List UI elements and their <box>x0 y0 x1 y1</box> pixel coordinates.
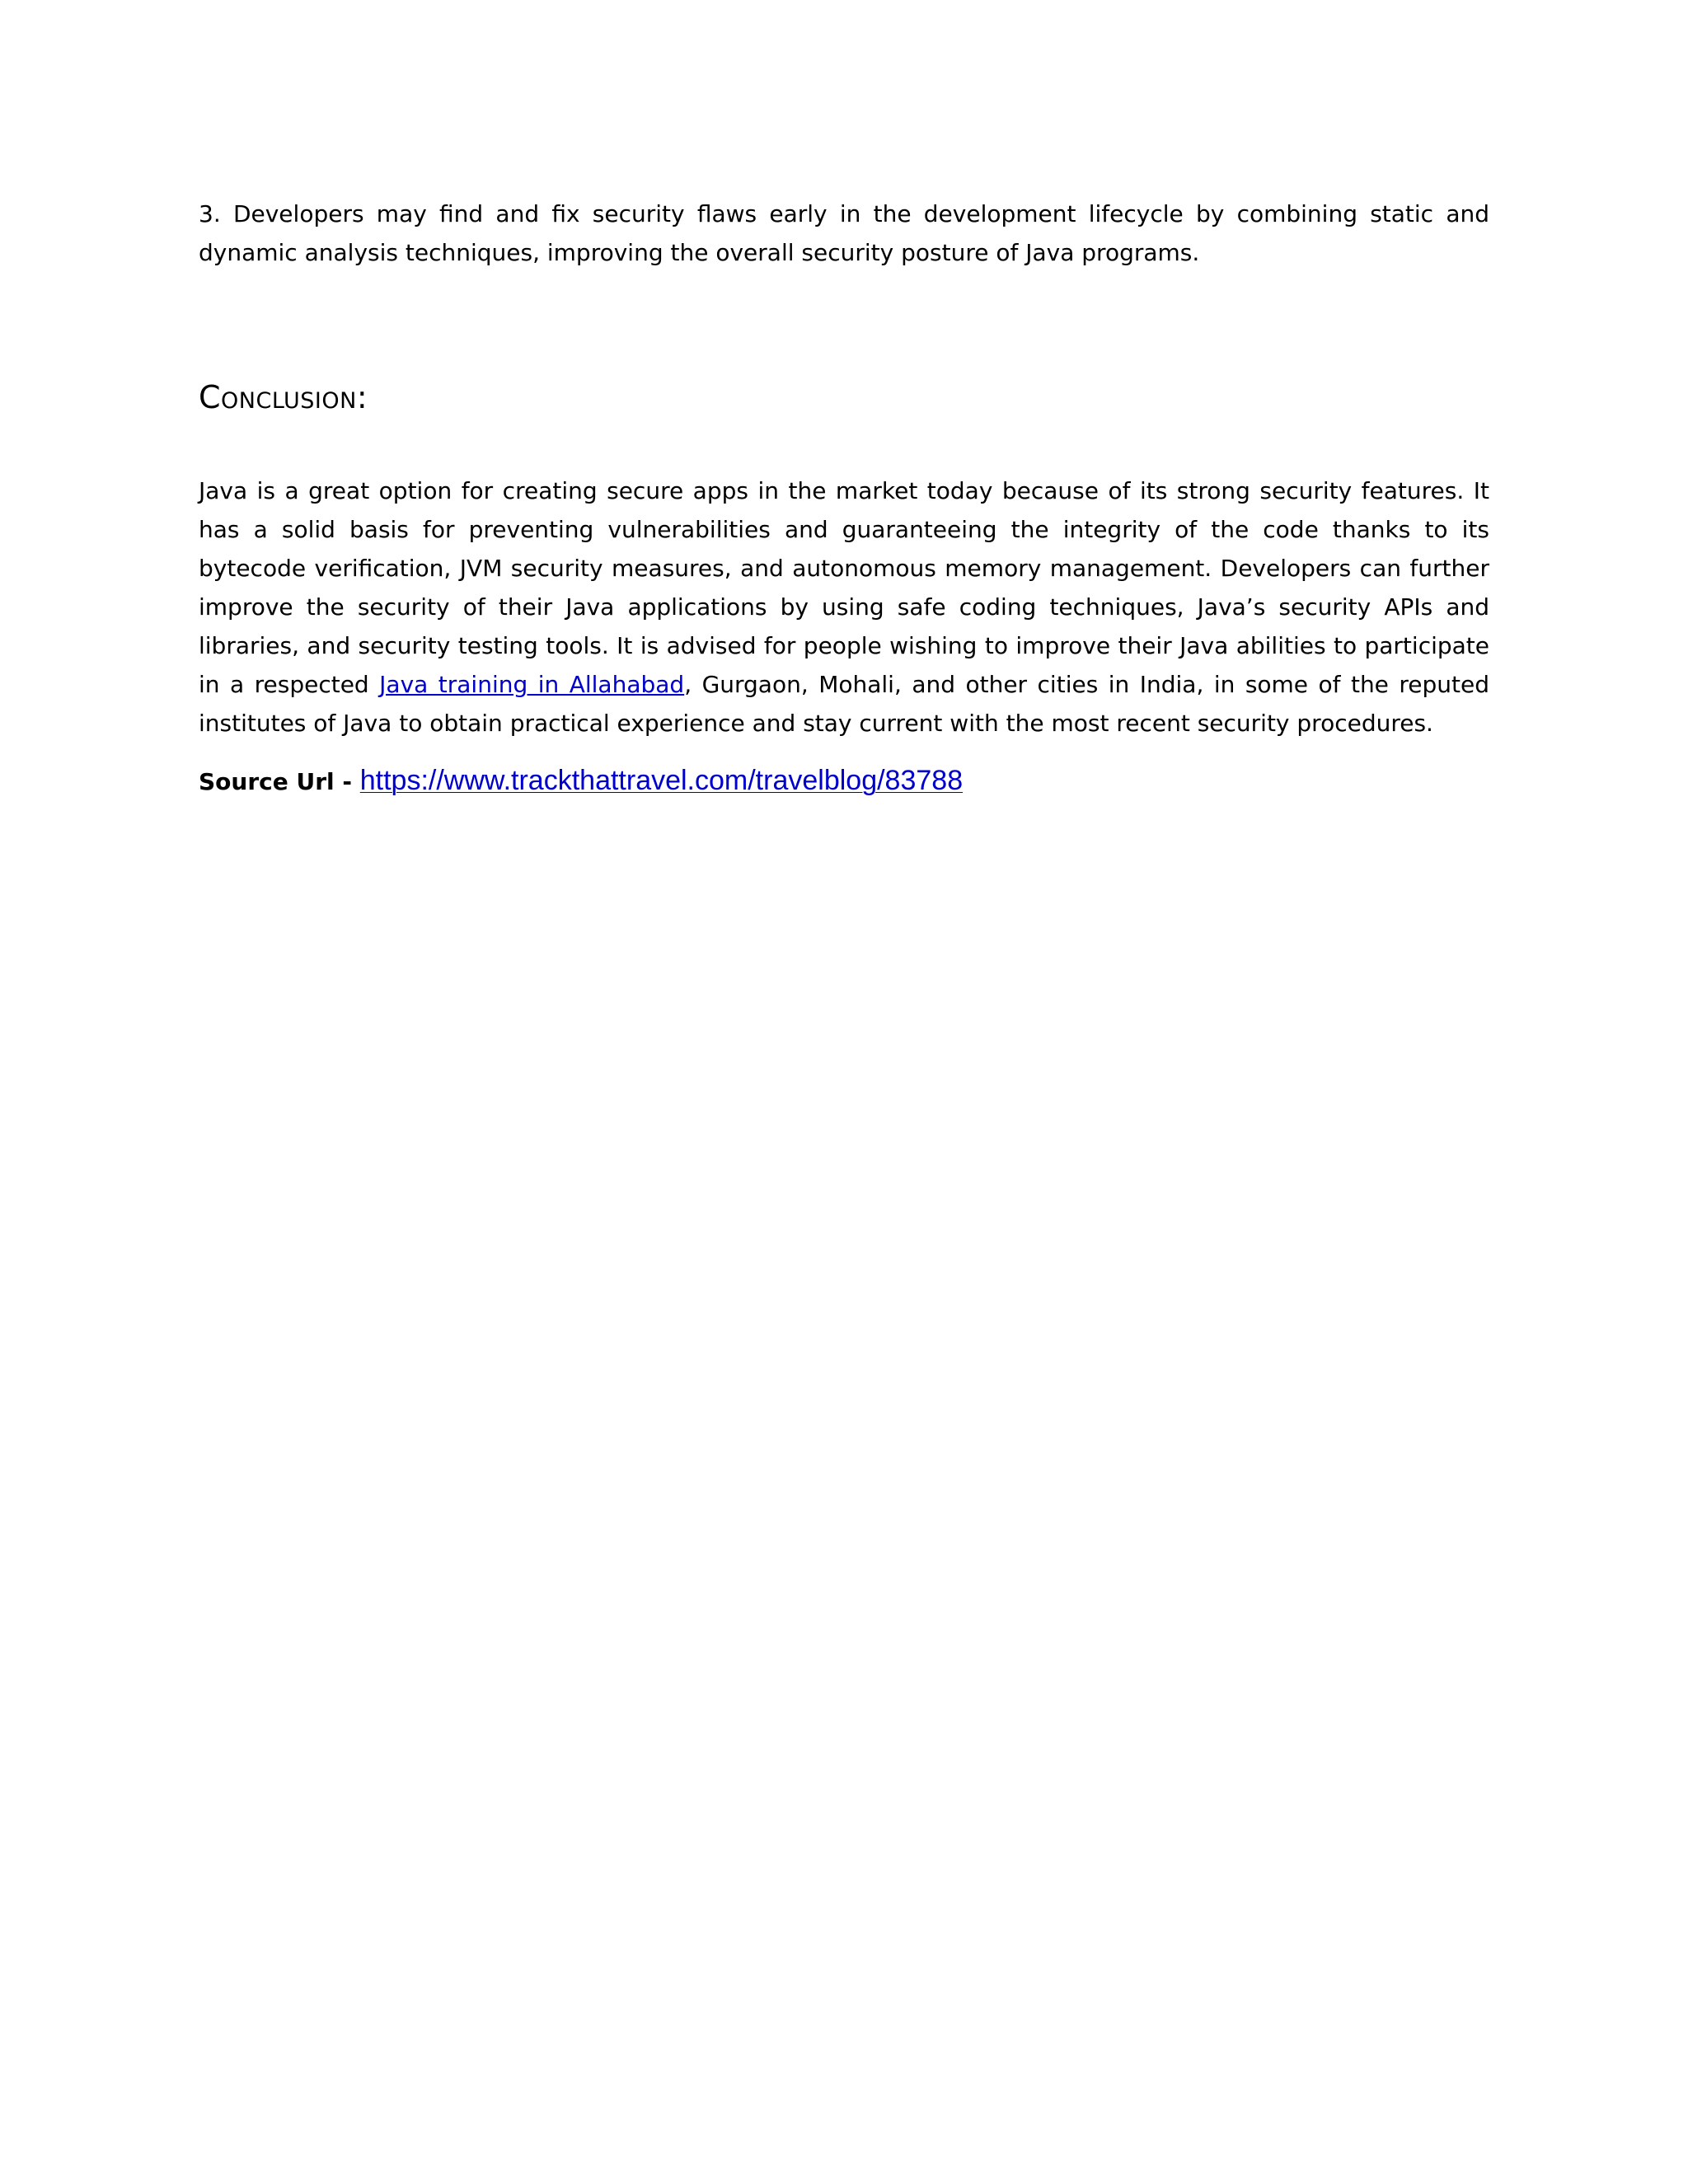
conclusion-heading: Conclusion: <box>199 379 368 415</box>
conclusion-paragraph <box>199 471 1489 743</box>
java-training-link[interactable]: Java training in Allahabad <box>379 671 685 698</box>
conclusion-text-start: Java is a great option for creating secure apps in the market today because of its strong security features. It has a solid basis for preventing vulnerabilities and guaranteeing the integrity of the code thanks to its bytecode verification, JVM security measures, and autonomous memory management. Developers can further improve the security of their Java applications by using safe coding techniques, Java’s security APIs and libraries, and security testing tools. It is advised for people wishing to improve their Java abilities to participate in a respected <box>199 477 1489 698</box>
document-body <box>199 194 1489 802</box>
source-url-link[interactable]: https://www.trackthattravel.com/travelblog/83788 <box>359 765 964 796</box>
source-line <box>199 761 1489 802</box>
source-url-label: Source Url - <box>199 768 360 795</box>
conclusion-text-end: , Gurgaon, Mohali, and other cities in India, in some of the reputed institutes of Java to obtain practical experience and stay current with the most recent security procedures. <box>199 671 1489 737</box>
paragraph-point-3: 3. Developers may find and fix security flaws early in the development lifecycle by combining static and dynamic analysis techniques, improving the overall security posture of Java programs. <box>199 200 1489 266</box>
